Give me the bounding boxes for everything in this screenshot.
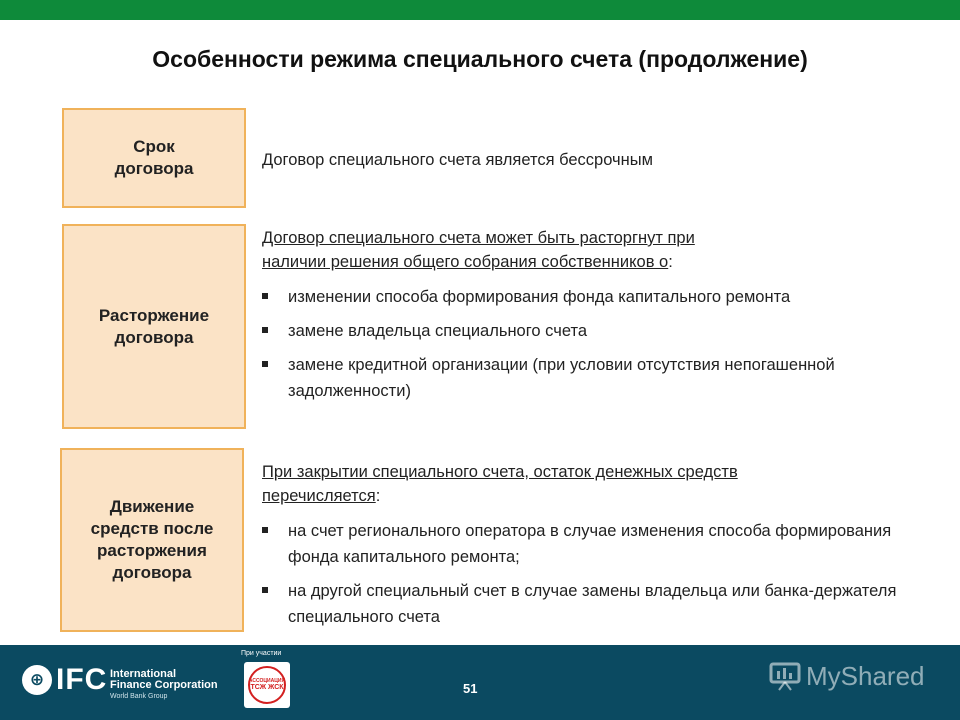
label-line: расторжения — [97, 541, 207, 560]
page-number: 51 — [463, 681, 478, 696]
top-accent-bar — [0, 0, 960, 20]
label-line: договора — [112, 563, 192, 582]
bullet-square-icon — [262, 327, 268, 333]
list-item: изменении способа формирования фонда капитального ремонта — [262, 284, 912, 310]
list-item: на счет регионального оператора в случае изменения способа формирования фонда капитального ремонта; — [262, 518, 912, 570]
termination-lead-line1: Договор специального счета может быть расторгнут при — [262, 229, 695, 247]
label-line: Расторжение — [98, 305, 210, 325]
term-description: Договор специального счета является бессрочным — [262, 151, 653, 169]
partner-logo — [244, 662, 290, 708]
ifc-letters: IFC — [56, 663, 108, 696]
funds-bullets — [262, 518, 912, 630]
watermark-text: MyShared — [806, 660, 925, 691]
list-item: замене владельца специального счета — [262, 318, 912, 344]
slide-title: Особенности режима специального счета (продолжение) — [152, 46, 808, 72]
termination-bullets — [262, 284, 912, 404]
partner-label: При участии — [241, 650, 282, 657]
label-box-funds-movement — [60, 448, 244, 632]
association-seal-icon: АССОЦИАЦИЯ ТСЖ ЖСК — [248, 666, 286, 704]
ifc-logo — [22, 663, 232, 701]
presentation-icon — [768, 661, 802, 691]
footer-bar — [0, 645, 960, 720]
label-line: Срок — [133, 137, 175, 156]
bullet-square-icon — [262, 361, 268, 367]
label-line: договора — [114, 159, 194, 178]
label-line: договора — [114, 327, 194, 347]
label-box-term — [62, 108, 246, 208]
label-line: средств после — [90, 519, 214, 538]
label-box-termination — [62, 224, 246, 429]
watermark — [768, 659, 925, 693]
bullet-square-icon — [262, 527, 268, 533]
list-item: на другой специальный счет в случае замены владельца или банка-держателя специального счета — [262, 578, 912, 630]
bullet-square-icon — [262, 587, 268, 593]
ifc-name: International Finance Corporation World Bank Group — [110, 668, 218, 700]
funds-lead-line2: перечисляется: — [262, 487, 381, 505]
funds-movement-section — [262, 460, 912, 638]
list-item: замене кредитной организации (при условии отсутствия непогашенной задолженности) — [262, 352, 912, 404]
bullet-square-icon — [262, 293, 268, 299]
termination-section — [262, 226, 912, 412]
funds-lead-line1: При закрытии специального счета, остаток денежных средств — [262, 463, 738, 481]
globe-icon: ⊕ — [22, 665, 52, 695]
termination-lead-line2: наличии решения общего собрания собственников о: — [262, 253, 673, 271]
label-line: Движение — [109, 497, 195, 516]
